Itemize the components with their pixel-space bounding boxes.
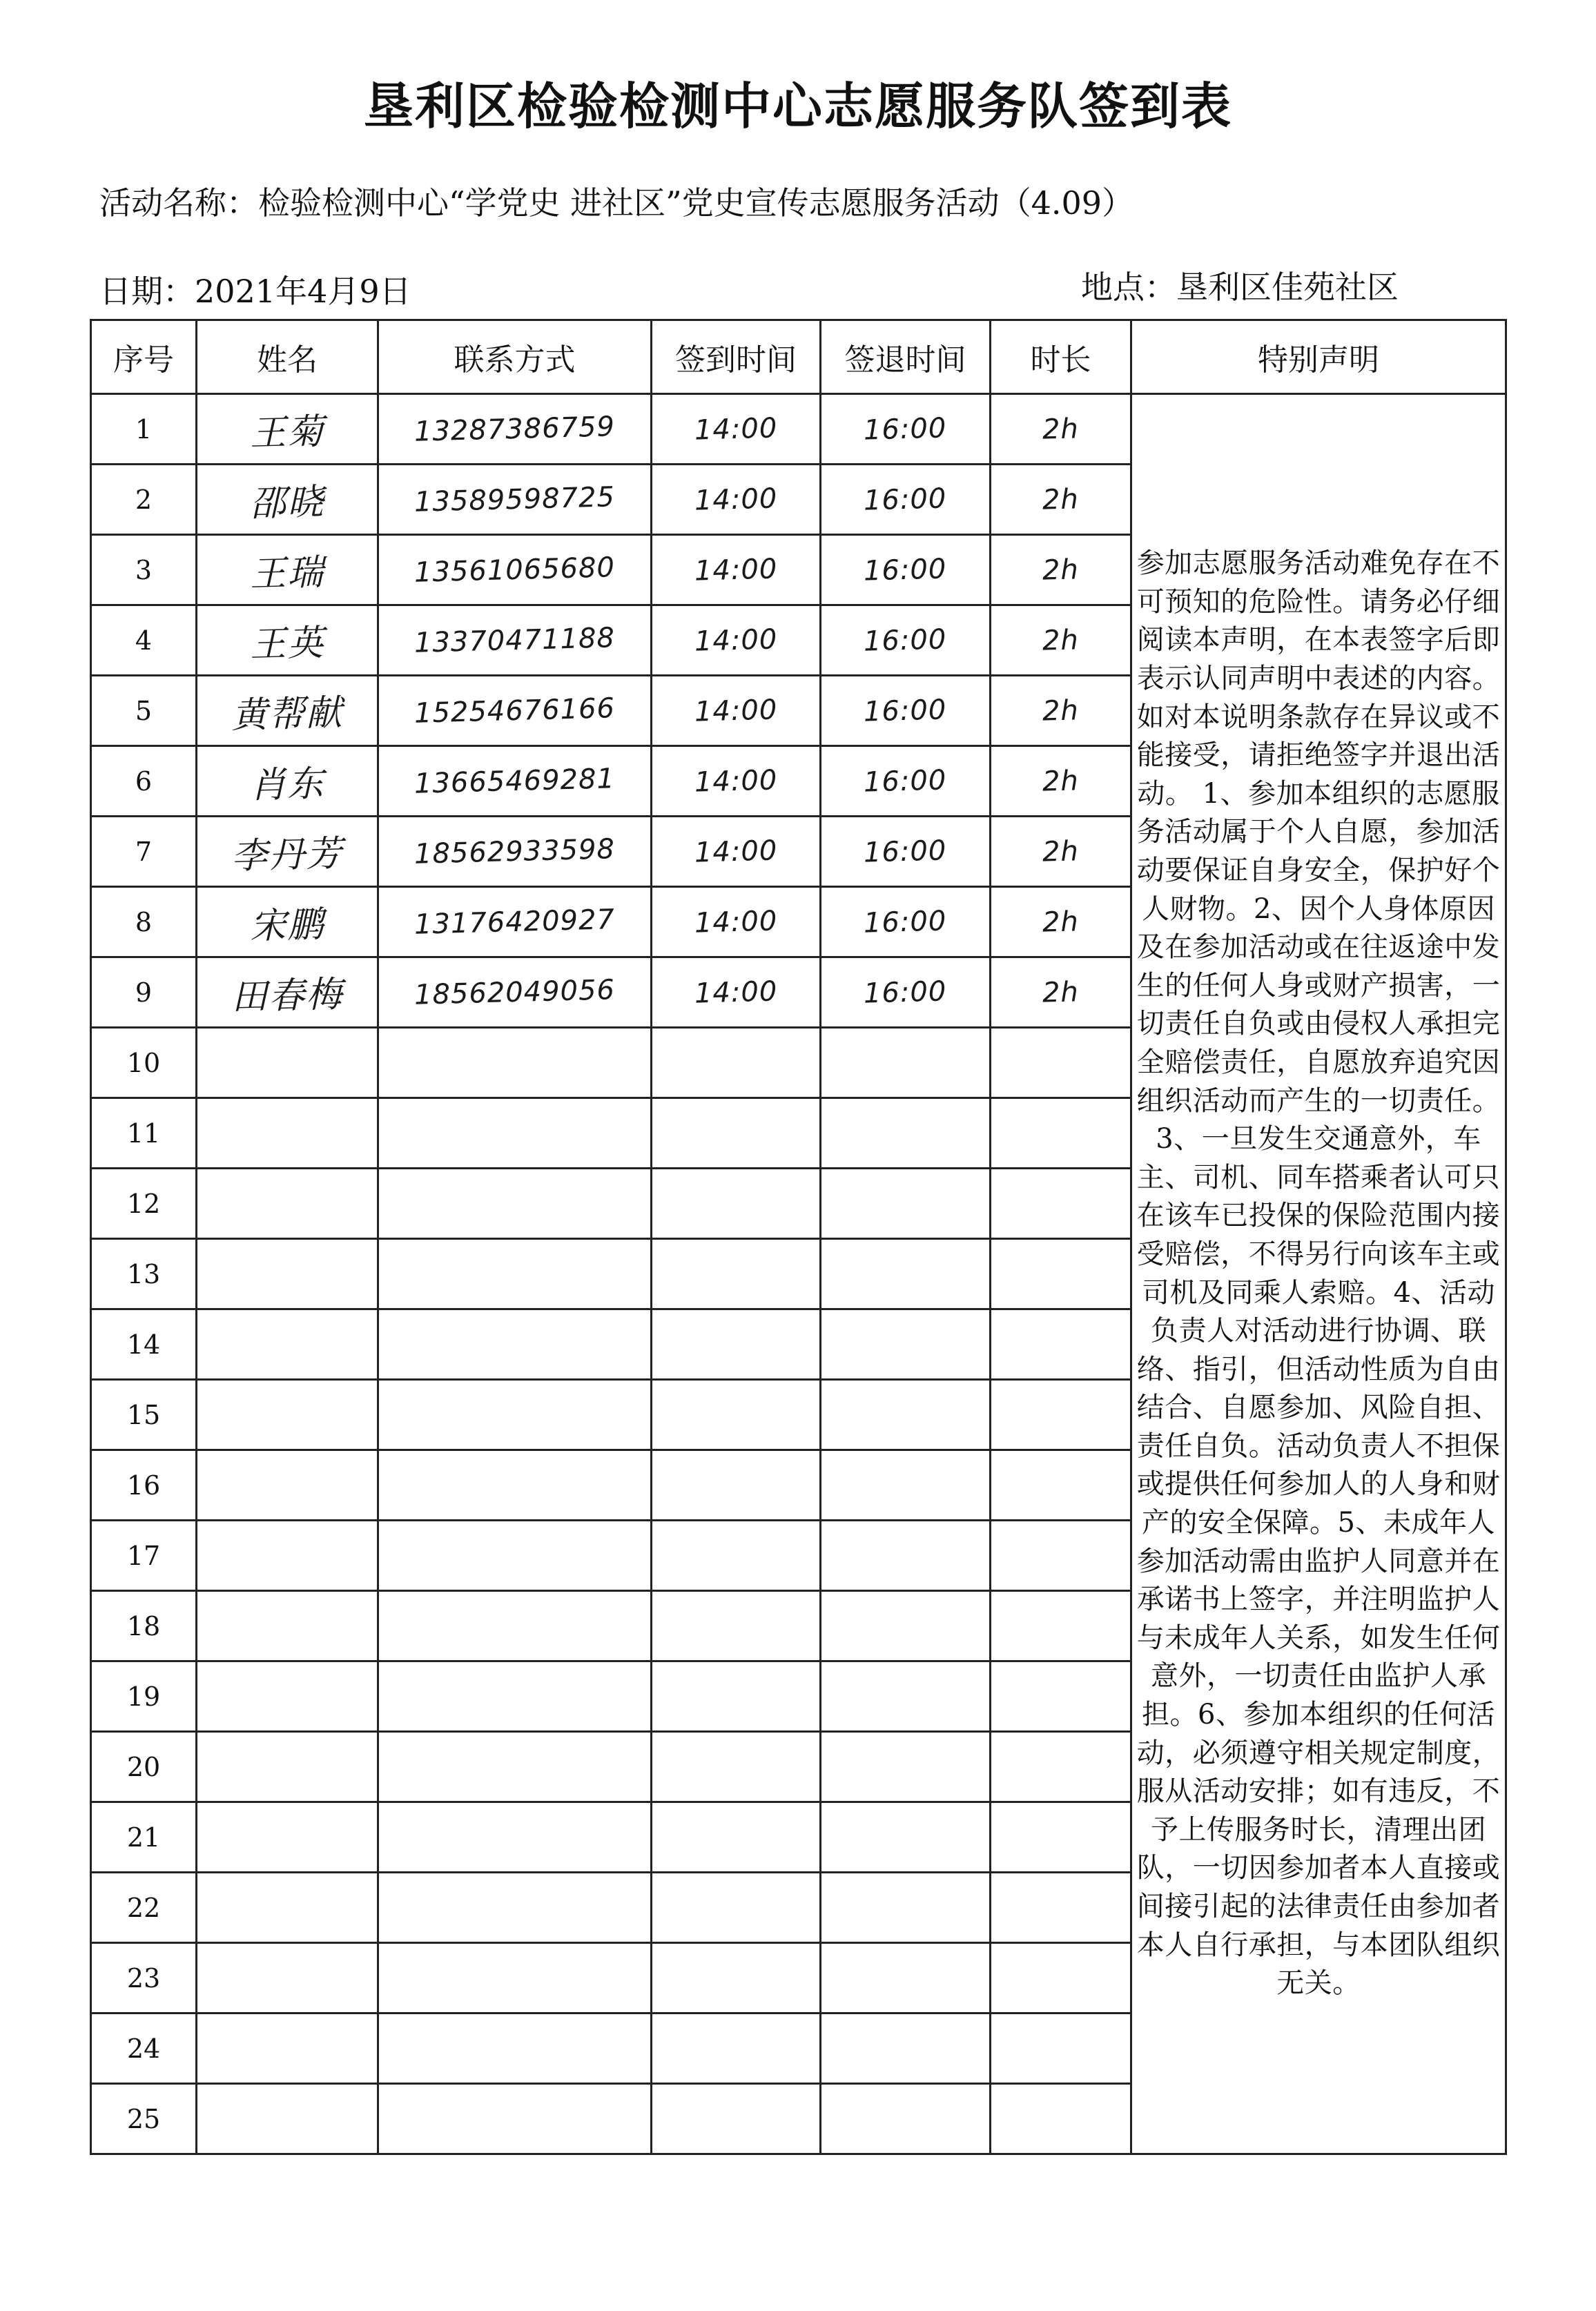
sign-in-time: 14:00: [694, 552, 778, 587]
duration-cell: [991, 394, 1131, 465]
contact-number: 13370471188: [413, 621, 616, 659]
signature-name: 肖东: [249, 763, 325, 807]
sign-in-time-cell: [652, 1169, 821, 1239]
row-number-cell: [91, 1521, 197, 1591]
row-number-cell: [91, 605, 197, 676]
duration-cell: [991, 1098, 1131, 1169]
header-statement: 特别声明: [1131, 320, 1506, 394]
sign-out-time-cell: [821, 1028, 991, 1098]
signature-name-cell: [197, 1239, 378, 1309]
signature-name: 宋鹏: [249, 904, 325, 948]
row-number: 20: [126, 1751, 161, 1782]
contact-number-cell: [378, 1239, 652, 1309]
sign-out-time: 16:00: [863, 904, 948, 939]
row-number: 17: [126, 1540, 161, 1571]
header-row: [91, 320, 1506, 394]
row-number-cell: [91, 465, 197, 535]
sign-in-time: 14:00: [694, 693, 778, 728]
duration-cell: [991, 1661, 1131, 1732]
sign-out-time: 16:00: [863, 411, 948, 447]
signature-name-cell: [197, 1591, 378, 1661]
contact-number: 13287386759: [413, 410, 616, 448]
row-number-cell: [91, 535, 197, 605]
row-number: 6: [135, 766, 153, 797]
signature-name-cell: [197, 957, 378, 1028]
sign-out-time-cell: [821, 394, 991, 465]
contact-number-cell: [378, 1802, 652, 1873]
row-number: 4: [135, 625, 153, 656]
sign-out-time-cell: [821, 1239, 991, 1309]
signature-name: 邵晓: [249, 481, 325, 525]
contact-number: 15254676166: [413, 692, 616, 730]
sign-out-time-cell: [821, 1802, 991, 1873]
sign-out-time-cell: [821, 1169, 991, 1239]
sign-out-time-cell: [821, 2084, 991, 2154]
row-number: 5: [135, 695, 153, 726]
contact-number-cell: [378, 1028, 652, 1098]
sign-out-time-cell: [821, 1450, 991, 1521]
activity-name: 活动名称：检验检测中心“学党史 进社区”党史宣传志愿服务活动（4.09）: [99, 184, 1134, 222]
sign-in-time-cell: [652, 1521, 821, 1591]
contact-number-cell: [378, 535, 652, 605]
row-number: 8: [135, 906, 153, 937]
signature-name-cell: [197, 465, 378, 535]
sign-out-time-cell: [821, 465, 991, 535]
contact-number: 13561065680: [413, 551, 616, 589]
sign-in-time-cell: [652, 1098, 821, 1169]
row-number-cell: [91, 1380, 197, 1450]
duration-cell: [991, 676, 1131, 746]
sign-out-time-cell: [821, 1732, 991, 1802]
row-number-cell: [91, 746, 197, 817]
row-number: 19: [126, 1681, 161, 1712]
signature-name-cell: [197, 1309, 378, 1380]
contact-number: 18562049056: [413, 973, 616, 1011]
row-number: 24: [126, 2033, 161, 2064]
signature-name-cell: [197, 746, 378, 817]
sign-out-time: 16:00: [863, 623, 948, 658]
header-name: 姓名: [197, 320, 378, 394]
sign-out-time-cell: [821, 746, 991, 817]
contact-number-cell: [378, 1309, 652, 1380]
signature-name-cell: [197, 1661, 378, 1732]
sign-in-time-cell: [652, 1028, 821, 1098]
row-number: 9: [135, 977, 153, 1008]
sign-out-time-cell: [821, 1873, 991, 1943]
signature-name: 王瑞: [249, 552, 325, 596]
sign-in-time-cell: [652, 817, 821, 887]
sign-out-time-cell: [821, 2013, 991, 2084]
contact-number-cell: [378, 605, 652, 676]
duration-cell: [991, 2013, 1131, 2084]
sign-in-time-cell: [652, 605, 821, 676]
sign-in-time-cell: [652, 1661, 821, 1732]
contact-number-cell: [378, 465, 652, 535]
sign-out-time-cell: [821, 1098, 991, 1169]
header-no: 序号: [91, 320, 197, 394]
duration-cell: [991, 1450, 1131, 1521]
duration: 2h: [1042, 482, 1080, 516]
duration-cell: [991, 1380, 1131, 1450]
duration: 2h: [1042, 553, 1080, 587]
contact-number-cell: [378, 1943, 652, 2013]
duration-cell: [991, 1521, 1131, 1591]
sign-out-time-cell: [821, 817, 991, 887]
header-contact: 联系方式: [378, 320, 652, 394]
signature-name-cell: [197, 1098, 378, 1169]
duration-cell: [991, 605, 1131, 676]
duration-cell: [991, 1028, 1131, 1098]
sign-in-time-cell: [652, 465, 821, 535]
row-number-cell: [91, 817, 197, 887]
signature-name-cell: [197, 1450, 378, 1521]
signature-name-cell: [197, 1380, 378, 1450]
row-number: 10: [126, 1047, 161, 1078]
sign-out-time: 16:00: [863, 834, 948, 869]
row-number: 23: [126, 1962, 161, 1993]
sign-in-time-cell: [652, 1802, 821, 1873]
signature-name: 王英: [249, 622, 325, 666]
row-number-cell: [91, 1873, 197, 1943]
signature-name-cell: [197, 1802, 378, 1873]
sign-out-time-cell: [821, 887, 991, 957]
duration-cell: [991, 1732, 1131, 1802]
duration-cell: [991, 957, 1131, 1028]
contact-number-cell: [378, 1732, 652, 1802]
sign-in-time: 14:00: [694, 482, 778, 517]
signature-name-cell: [197, 1028, 378, 1098]
contact-number-cell: [378, 2013, 652, 2084]
duration-cell: [991, 1309, 1131, 1380]
sign-in-time-cell: [652, 1450, 821, 1521]
row-number-cell: [91, 1098, 197, 1169]
duration: 2h: [1042, 835, 1080, 868]
sign-in-time-cell: [652, 1873, 821, 1943]
row-number: 16: [126, 1470, 161, 1501]
contact-number: 18562933598: [413, 832, 616, 870]
sign-in-time-cell: [652, 957, 821, 1028]
sign-in-time-cell: [652, 1943, 821, 2013]
sign-in-time: 14:00: [694, 623, 778, 658]
duration-cell: [991, 1239, 1131, 1309]
signature-name-cell: [197, 1732, 378, 1802]
duration: 2h: [1042, 905, 1080, 939]
contact-number-cell: [378, 1591, 652, 1661]
duration-cell: [991, 2084, 1131, 2154]
activity-date: 日期：2021年4月9日: [99, 273, 411, 310]
row-number: 7: [135, 836, 153, 867]
duration-cell: [991, 1169, 1131, 1239]
sign-in-time: 14:00: [694, 763, 778, 799]
sign-in-time-cell: [652, 746, 821, 817]
duration: 2h: [1042, 694, 1080, 728]
contact-number: 13589598725: [413, 480, 616, 518]
sign-out-time-cell: [821, 1591, 991, 1661]
signature-name: 黄帮献: [231, 692, 344, 737]
sign-out-time: 16:00: [863, 693, 948, 728]
duration-cell: [991, 1943, 1131, 2013]
table-row: [91, 394, 1506, 465]
duration-cell: [991, 817, 1131, 887]
signature-name-cell: [197, 1873, 378, 1943]
contact-number: 13176420927: [413, 903, 616, 941]
sign-out-time: 16:00: [863, 482, 948, 517]
row-number-cell: [91, 676, 197, 746]
duration: 2h: [1042, 975, 1080, 1009]
duration-cell: [991, 535, 1131, 605]
row-number-cell: [91, 2084, 197, 2154]
contact-number-cell: [378, 676, 652, 746]
signature-name: 田春梅: [231, 973, 344, 1019]
sign-in-time: 14:00: [694, 904, 778, 939]
header-duration: 时长: [991, 320, 1131, 394]
signature-name: 王菊: [249, 411, 325, 455]
sign-in-time-cell: [652, 2084, 821, 2154]
signature-name-cell: [197, 2084, 378, 2154]
signature-name-cell: [197, 1169, 378, 1239]
row-number-cell: [91, 1732, 197, 1802]
sign-out-time: 16:00: [863, 552, 948, 587]
duration: 2h: [1042, 412, 1080, 446]
activity-location: 地点：垦利区佳苑社区: [1081, 269, 1399, 306]
contact-number-cell: [378, 2084, 652, 2154]
sign-out-time-cell: [821, 1943, 991, 2013]
sign-in-time-cell: [652, 1380, 821, 1450]
sign-out-time-cell: [821, 1661, 991, 1732]
duration-cell: [991, 746, 1131, 817]
row-number-cell: [91, 1239, 197, 1309]
sign-in-time-cell: [652, 1239, 821, 1309]
sign-in-time: 14:00: [694, 411, 778, 447]
row-number-cell: [91, 1028, 197, 1098]
signature-name-cell: [197, 887, 378, 957]
row-number: 22: [126, 1892, 161, 1923]
sign-in-time-cell: [652, 676, 821, 746]
page-title: 垦利区检验检测中心志愿服务队签到表: [363, 77, 1232, 135]
row-number-cell: [91, 1943, 197, 2013]
sign-in-table: [90, 319, 1507, 2155]
sign-in-time: 14:00: [694, 834, 778, 869]
sign-in-time-cell: [652, 887, 821, 957]
contact-number-cell: [378, 1661, 652, 1732]
row-number: 2: [135, 484, 153, 515]
sign-out-time-cell: [821, 535, 991, 605]
signature-name: 李丹芳: [231, 832, 344, 878]
contact-number-cell: [378, 1450, 652, 1521]
signature-name-cell: [197, 817, 378, 887]
sign-out-time-cell: [821, 957, 991, 1028]
signature-name-cell: [197, 2013, 378, 2084]
row-number-cell: [91, 1309, 197, 1380]
row-number: 12: [126, 1188, 161, 1219]
row-number-cell: [91, 394, 197, 465]
sign-in-time-cell: [652, 1309, 821, 1380]
sign-out-time-cell: [821, 676, 991, 746]
contact-number-cell: [378, 1169, 652, 1239]
duration-cell: [991, 1802, 1131, 1873]
sign-out-time: 16:00: [863, 975, 948, 1010]
sign-out-time: 16:00: [863, 763, 948, 799]
duration-cell: [991, 465, 1131, 535]
signature-name-cell: [197, 1521, 378, 1591]
signature-name-cell: [197, 1943, 378, 2013]
row-number: 18: [126, 1610, 161, 1641]
contact-number-cell: [378, 887, 652, 957]
special-statement: 参加志愿服务活动难免存在不可预知的危险性。请务必仔细阅读本声明，在本表签字后即表示认同声明中表述的内容。如对本说明条款存在异议或不能接受，请拒绝签字并退出活动。 1、参加本组织的志愿服务活动属于个人自愿，参加活动要保证自身安全，保护好个人财物。2、因个人身体原因及在参加活动或在往返途中发生的任何人身或财产损害，一切责任自负或由侵权人承担完全赔偿责任，自愿放弃追究因组织活动而产生的一切责任。3、一旦发生交通意外，车主、司机、同车搭乘者认可只在该车已投保的保险范围内接受赔偿，不得另行向该车主或司机及同乘人索赔。4、活动负责人对活动进行协调、联络、指引，但活动性质为自由结合、自愿参加、风险自担、责任自负。活动负责人不担保或提供任何参加人的人身和财产的安全保障。5、未成年人参加活动需由监护人同意并在承诺书上签字，并注明监护人与未成年人关系，如发生任何意外，一切责任由监护人承担。6、参加本组织的任何活动，必须遵守相关规定制度，服从活动安排；如有违反，不予上传服务时长，清理出团队，一切因参加者本人直接或间接引起的法律责任由参加者本人自行承担，与本团队组织无关。: [1131, 394, 1506, 2154]
duration-cell: [991, 887, 1131, 957]
header-sign-out: 签退时间: [821, 320, 991, 394]
row-number: 11: [126, 1118, 161, 1149]
row-number: 15: [126, 1399, 161, 1430]
header-sign-in: 签到时间: [652, 320, 821, 394]
signature-name-cell: [197, 535, 378, 605]
sign-in-time-cell: [652, 1591, 821, 1661]
contact-number-cell: [378, 817, 652, 887]
row-number-cell: [91, 887, 197, 957]
contact-number: 13665469281: [413, 762, 616, 800]
row-number-cell: [91, 1450, 197, 1521]
signature-name-cell: [197, 394, 378, 465]
contact-number-cell: [378, 1098, 652, 1169]
sign-out-time-cell: [821, 1309, 991, 1380]
row-number-cell: [91, 957, 197, 1028]
row-number: 3: [135, 554, 153, 585]
signature-name-cell: [197, 676, 378, 746]
sign-in-time-cell: [652, 2013, 821, 2084]
row-number: 21: [126, 1822, 161, 1853]
row-number: 1: [135, 413, 153, 445]
duration: 2h: [1042, 764, 1080, 798]
sign-out-time-cell: [821, 605, 991, 676]
row-number: 13: [126, 1258, 161, 1289]
sign-in-time-cell: [652, 394, 821, 465]
contact-number-cell: [378, 1873, 652, 1943]
sign-in-time: 14:00: [694, 975, 778, 1010]
duration: 2h: [1042, 623, 1080, 657]
row-number-cell: [91, 1591, 197, 1661]
sign-out-time-cell: [821, 1380, 991, 1450]
sign-in-time-cell: [652, 1732, 821, 1802]
contact-number-cell: [378, 1380, 652, 1450]
sign-in-time-cell: [652, 535, 821, 605]
contact-number-cell: [378, 1521, 652, 1591]
sign-out-time-cell: [821, 1521, 991, 1591]
signature-name-cell: [197, 605, 378, 676]
row-number-cell: [91, 1661, 197, 1732]
duration-cell: [991, 1591, 1131, 1661]
row-number-cell: [91, 1169, 197, 1239]
contact-number-cell: [378, 746, 652, 817]
contact-number-cell: [378, 957, 652, 1028]
row-number: 14: [126, 1329, 161, 1360]
contact-number-cell: [378, 394, 652, 465]
row-number-cell: [91, 1802, 197, 1873]
row-number: 25: [126, 2103, 161, 2134]
duration-cell: [991, 1873, 1131, 1943]
row-number-cell: [91, 2013, 197, 2084]
